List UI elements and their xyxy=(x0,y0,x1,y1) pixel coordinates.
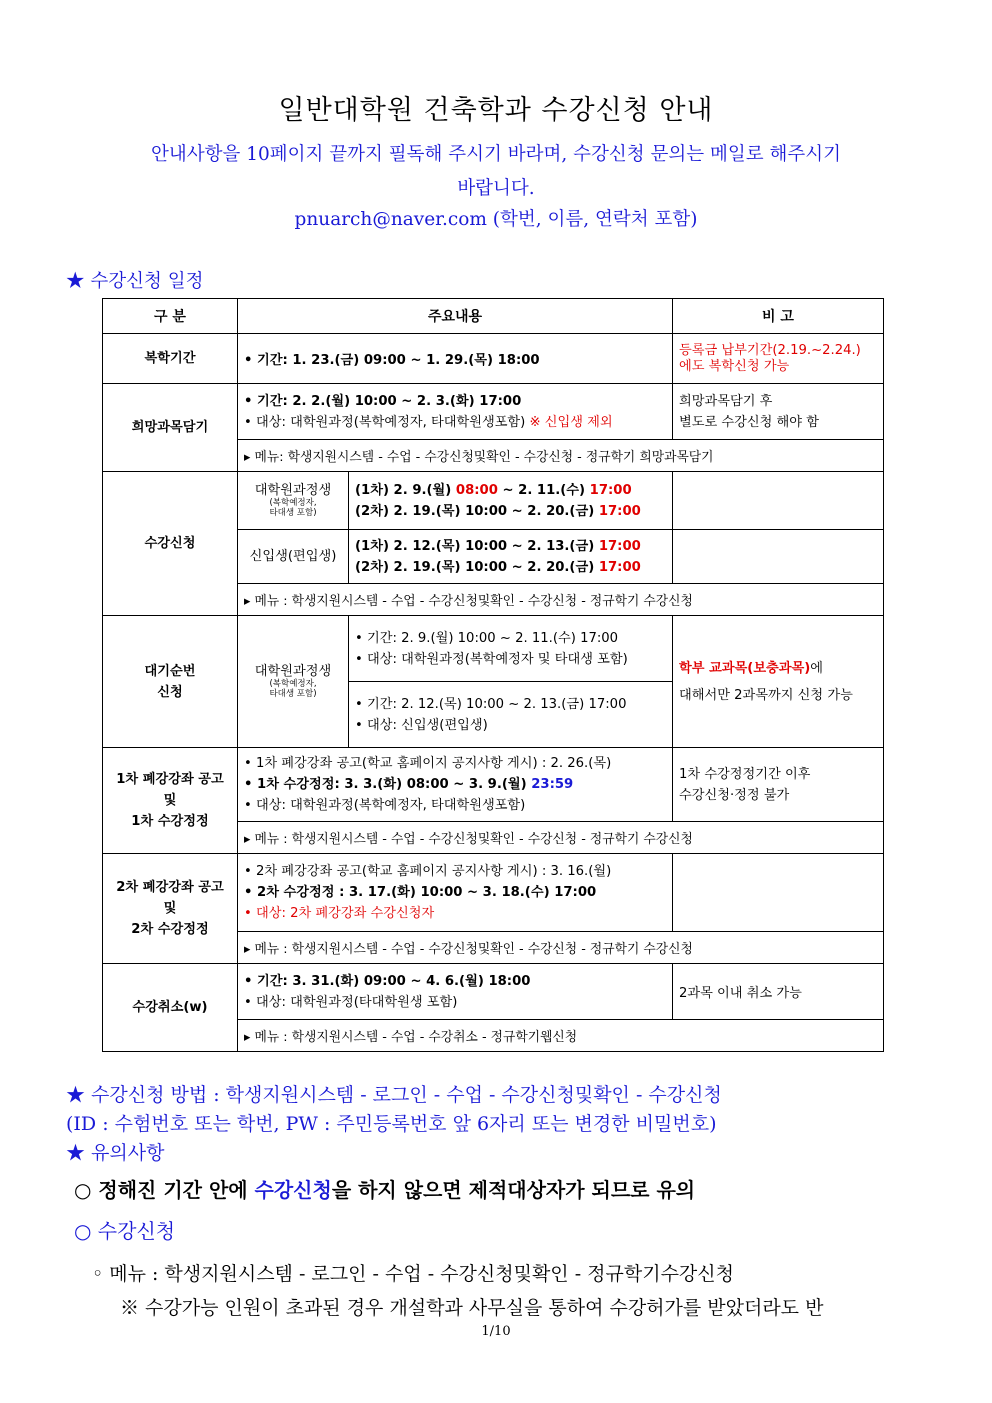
row-content: • 기간: 2. 2.(월) 10:00 ~ 2. 3.(화) 17:00 • 대상: 대학원과정(복학예정자, 타대학원생포함) ※ 신입생 제외 xyxy=(238,384,673,440)
table-row xyxy=(103,334,884,384)
row-category: 대기순번 신청 xyxy=(103,616,238,748)
menu-path: ▸ 메뉴: 학생지원시스템 - 수업 - 수강신청및확인 - 수강신청 - 정규학기 희망과목담기 xyxy=(238,440,884,472)
row-content: • 기간: 2. 12.(목) 10:00 ~ 2. 13.(금) 17:00 • 대상: 신입생(편입생) xyxy=(349,682,673,748)
row-note: 학부 교과목(보충과목)에 대해서만 2과목까지 신청 가능 xyxy=(673,616,884,748)
row-category: 수강신청 xyxy=(103,472,238,616)
page-number: 1/10 xyxy=(481,1324,511,1339)
notice-line-2: 바랍니다. xyxy=(457,178,535,199)
menu-path: ▸ 메뉴 : 학생지원시스템 - 수업 - 수강신청및확인 - 수강신청 - 정규학기 수강신청 xyxy=(238,584,884,616)
row-content: • 기간: 1. 23.(금) 09:00 ~ 1. 29.(목) 18:00 xyxy=(238,334,673,384)
row-category: 복학기간 xyxy=(103,334,238,384)
row-content: • 기간: 2. 9.(월) 10:00 ~ 2. 11.(수) 17:00 • 대상: 대학원과정(복학예정자 및 타대생 포함) xyxy=(349,616,673,682)
notice-line-1: 안내사항을 10페이지 끝까지 필독해 주시기 바라며, 수강신청 문의는 메일로 해주시기 xyxy=(151,144,841,165)
page-title: 일반대학원 건축학과 수강신청 안내 xyxy=(278,95,714,126)
registration-method: ★ 수강신청 방법 : 학생지원시스템 - 로그인 - 수업 - 수강신청및확인 - 수강신청 xyxy=(66,1084,722,1106)
row-subcategory: 대학원과정생 (복학예정자, 타대생 포함) xyxy=(238,616,349,748)
table-row xyxy=(103,616,884,682)
row-note xyxy=(673,854,884,932)
menu-path: ▸ 메뉴 : 학생지원시스템 - 수업 - 수강신청및확인 - 수강신청 - 정규학기 수강신청 xyxy=(238,932,884,964)
caution-item-2: ○ 수강신청 xyxy=(74,1219,176,1243)
schedule-table xyxy=(102,298,884,1052)
header-category: 구 분 xyxy=(103,299,238,334)
row-category: 2차 폐강강좌 공고 및 2차 수강정정 xyxy=(103,854,238,964)
menu-path: ▸ 메뉴 : 학생지원시스템 - 수업 - 수강신청및확인 - 수강신청 - 정규학기 수강신청 xyxy=(238,822,884,854)
schedule-heading: ★ 수강신청 일정 xyxy=(66,271,204,292)
row-category: 희망과목담기 xyxy=(103,384,238,472)
caution-heading: ★ 유의사항 xyxy=(66,1142,165,1164)
row-subcategory: 신입생(편입생) xyxy=(238,530,349,584)
table-row xyxy=(103,748,884,822)
row-category: 1차 폐강강좌 공고 및 1차 수강정정 xyxy=(103,748,238,854)
row-content: (1차) 2. 12.(목) 10:00 ~ 2. 13.(금) 17:00 (2차) 2. 19.(목) 10:00 ~ 2. 20.(금) 17:00 xyxy=(349,530,673,584)
table-row xyxy=(103,854,884,932)
row-content: • 2차 폐강강좌 공고(학교 홈페이지 공지사항 게시) : 3. 16.(월) • 2차 수강정정 : 3. 17.(화) 10:00 ~ 3. 18.(수) 17:00 • 대상: 2차 폐강강좌 수강신청자 xyxy=(238,854,673,932)
row-content: (1차) 2. 9.(월) 08:00 ~ 2. 11.(수) 17:00 (2차) 2. 19.(목) 10:00 ~ 2. 20.(금) 17:00 xyxy=(349,472,673,530)
notice-email: pnuarch@naver.com (학번, 이름, 연락처 포함) xyxy=(294,209,698,230)
row-subcategory: 대학원과정생 (복학예정자, 타대생 포함) xyxy=(238,472,349,530)
header-note: 비 고 xyxy=(673,299,884,334)
row-note: 1차 수강정정기간 이후 수강신청·정정 불가 xyxy=(673,748,884,822)
row-note: 등록금 납부기간(2.19.~2.24.) 에도 복학신청 가능 xyxy=(673,334,884,384)
table-header-row xyxy=(103,299,884,334)
row-note xyxy=(673,530,884,584)
menu-path: ▸ 메뉴 : 학생지원시스템 - 수업 - 수강취소 - 정규학기웹신청 xyxy=(238,1020,884,1052)
row-content: • 기간: 3. 31.(화) 09:00 ~ 4. 6.(월) 18:00 • 대상: 대학원과정(타대학원생 포함) xyxy=(238,964,673,1020)
row-content: • 1차 폐강강좌 공고(학교 홈페이지 공지사항 게시) : 2. 26.(목) • 1차 수강정정: 3. 3.(화) 08:00 ~ 3. 9.(월) 23:59 • 대상: 대학원과정(복학예정자, 타대학원생포함) xyxy=(238,748,673,822)
table-row xyxy=(103,472,884,530)
row-note xyxy=(673,472,884,530)
header-content: 주요내용 xyxy=(238,299,673,334)
row-note: 2과목 이내 취소 가능 xyxy=(673,964,884,1020)
table-row xyxy=(103,964,884,1020)
caution-note: ※ 수강가능 인원이 초과된 경우 개설학과 사무실을 통하여 수강허가를 받았더라도 반 xyxy=(120,1297,824,1319)
login-info: (ID : 수험번호 또는 학번, PW : 주민등록번호 앞 6자리 또는 변경한 비밀번호) xyxy=(66,1113,717,1135)
row-category: 수강취소(w) xyxy=(103,964,238,1052)
caution-item-1: ○ 정해진 기간 안에 수강신청을 하지 않으면 제적대상자가 되므로 유의 xyxy=(74,1178,696,1202)
table-row xyxy=(103,384,884,440)
row-note: 희망과목담기 후 별도로 수강신청 해야 함 xyxy=(673,384,884,440)
caution-menu-path: ◦ 메뉴 : 학생지원시스템 - 로그인 - 수업 - 수강신청및확인 - 정규학기수강신청 xyxy=(92,1263,734,1285)
